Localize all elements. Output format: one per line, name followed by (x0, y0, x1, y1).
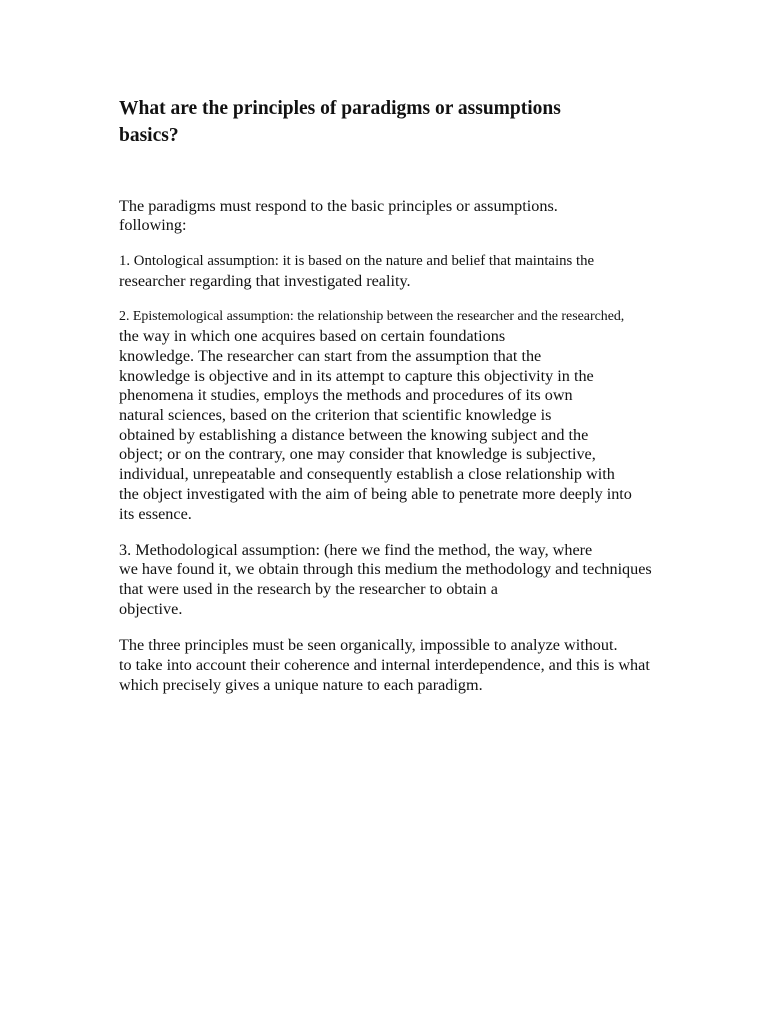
methodological-line: 3. Methodological assumption: (here we find the method, the way, where (119, 541, 593, 559)
epistemological-line: 2. Epistemological assumption: the relationship between the researcher and the researched, (119, 309, 625, 324)
title-line: basics? (119, 125, 179, 146)
closing-line: which precisely gives a unique nature to each paradigm. (119, 676, 483, 694)
methodological-line: objective. (119, 600, 183, 618)
epistemological-line: the way in which one acquires based on certain foundations (119, 327, 506, 345)
title-line: What are the principles of paradigms or assumptions (119, 98, 561, 119)
methodological-line: we have found it, we obtain through this medium the methodology and techniques (119, 560, 652, 578)
ontological-line: researcher regarding that investigated reality. (119, 272, 411, 290)
closing-line: to take into account their coherence and internal interdependence, and this is what (119, 656, 650, 674)
epistemological-line: obtained by establishing a distance between the knowing subject and the (119, 426, 589, 444)
methodological-line: that were used in the research by the researcher to obtain a (119, 580, 498, 598)
intro-line: following: (119, 216, 187, 234)
epistemological-line: object; or on the contrary, one may consider that knowledge is subjective, (119, 445, 596, 463)
epistemological-line: natural sciences, based on the criterion that scientific knowledge is (119, 406, 552, 424)
intro-line: The paradigms must respond to the basic principles or assumptions. (119, 197, 558, 215)
ontological-line: 1. Ontological assumption: it is based on the nature and belief that maintains the (119, 253, 595, 269)
epistemological-line: knowledge. The researcher can start from the assumption that the (119, 347, 542, 365)
epistemological-line: phenomena it studies, employs the methods and procedures of its own (119, 386, 573, 404)
epistemological-line: the object investigated with the aim of being able to penetrate more deeply into (119, 485, 632, 503)
document-title (119, 95, 639, 149)
epistemological-line: its essence. (119, 505, 192, 523)
closing-line: The three principles must be seen organically, impossible to analyze without. (119, 636, 618, 654)
epistemological-line: individual, unrepeatable and consequently establish a close relationship with (119, 465, 615, 483)
epistemological-line: knowledge is objective and in its attempt to capture this objectivity in the (119, 367, 594, 385)
